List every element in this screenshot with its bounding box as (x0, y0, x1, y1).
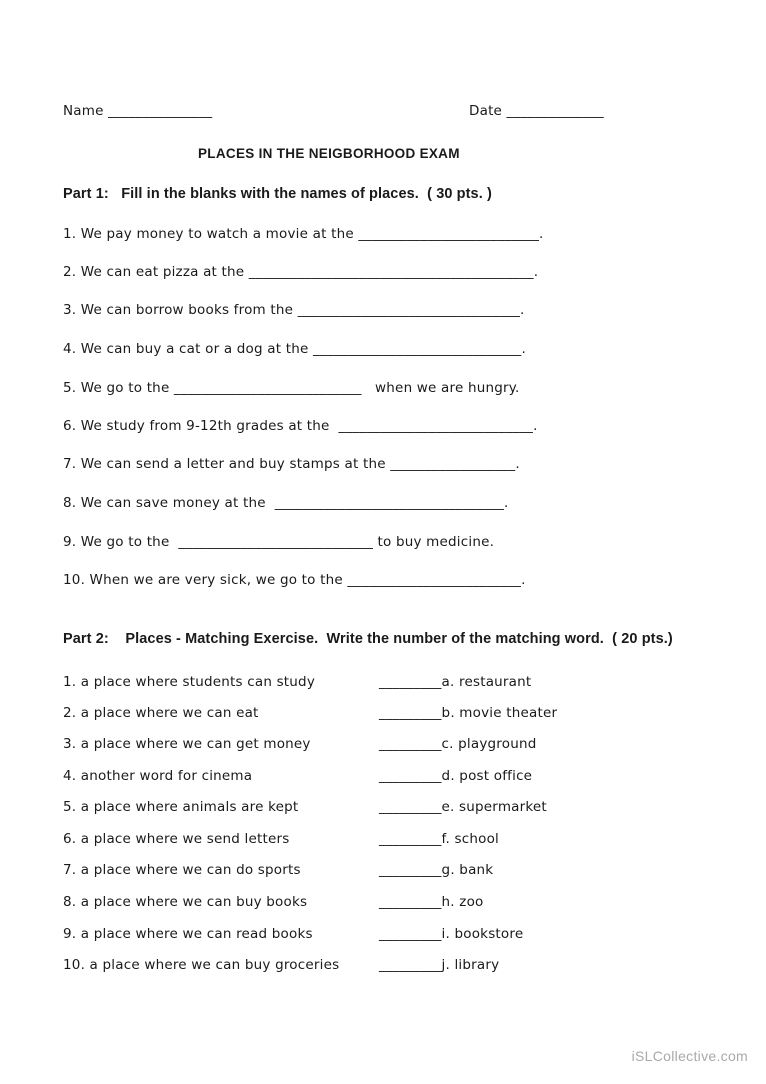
match-left-9: 9. a place where we can read books (63, 926, 313, 942)
part1-item-6: 6. We study from 9-12th grades at the ____________________________. (63, 418, 538, 434)
match-left-1: 1. a place where students can study (63, 674, 316, 690)
part1-item-5: 5. We go to the ___________________________ when we are hungry. (63, 380, 520, 396)
page-title: PLACES IN THE NEIGBORHOOD EXAM (198, 146, 460, 161)
match-left-10: 10. a place where we can buy groceries (63, 957, 340, 973)
match-right-b: _________b. movie theater (379, 705, 558, 721)
match-right-d: _________d. post office (379, 768, 533, 784)
match-left-3: 3. a place where we can get money (63, 736, 311, 752)
match-right-c: _________c. playground (379, 736, 537, 752)
part1-item-3: 3. We can borrow books from the ________________________________. (63, 302, 525, 318)
part1-item-9: 9. We go to the ____________________________ to buy medicine. (63, 534, 495, 550)
match-right-i: _________i. bookstore (379, 926, 524, 942)
match-right-f: _________f. school (379, 831, 499, 847)
match-right-a: _________a. restaurant (379, 674, 532, 690)
part1-item-1: 1. We pay money to watch a movie at the __________________________. (63, 226, 544, 242)
match-left-4: 4. another word for cinema (63, 768, 253, 784)
match-right-j: _________j. library (379, 957, 500, 973)
part2-heading: Part 2: Places - Matching Exercise. Write the number of the matching word. ( 20 pts.) (63, 631, 673, 647)
match-left-7: 7. a place where we can do sports (63, 862, 301, 878)
match-left-6: 6. a place where we send letters (63, 831, 290, 847)
part1-item-8: 8. We can save money at the _________________________________. (63, 495, 509, 511)
match-left-8: 8. a place where we can buy books (63, 894, 308, 910)
name-field: Name _______________ (63, 103, 213, 119)
watermark: iSLCollective.com (631, 1048, 748, 1064)
match-left-2: 2. a place where we can eat (63, 705, 259, 721)
match-right-e: _________e. supermarket (379, 799, 547, 815)
date-field: Date ______________ (469, 103, 604, 119)
part1-item-2: 2. We can eat pizza at the _________________________________________. (63, 264, 539, 280)
match-right-g: _________g. bank (379, 862, 494, 878)
part1-item-7: 7. We can send a letter and buy stamps at the __________________. (63, 456, 520, 472)
part1-item-10: 10. When we are very sick, we go to the _________________________. (63, 572, 526, 588)
part1-heading: Part 1: Fill in the blanks with the names of places. ( 30 pts. ) (63, 186, 492, 202)
part1-item-4: 4. We can buy a cat or a dog at the ______________________________. (63, 341, 526, 357)
match-left-5: 5. a place where animals are kept (63, 799, 299, 815)
match-right-h: _________h. zoo (379, 894, 484, 910)
